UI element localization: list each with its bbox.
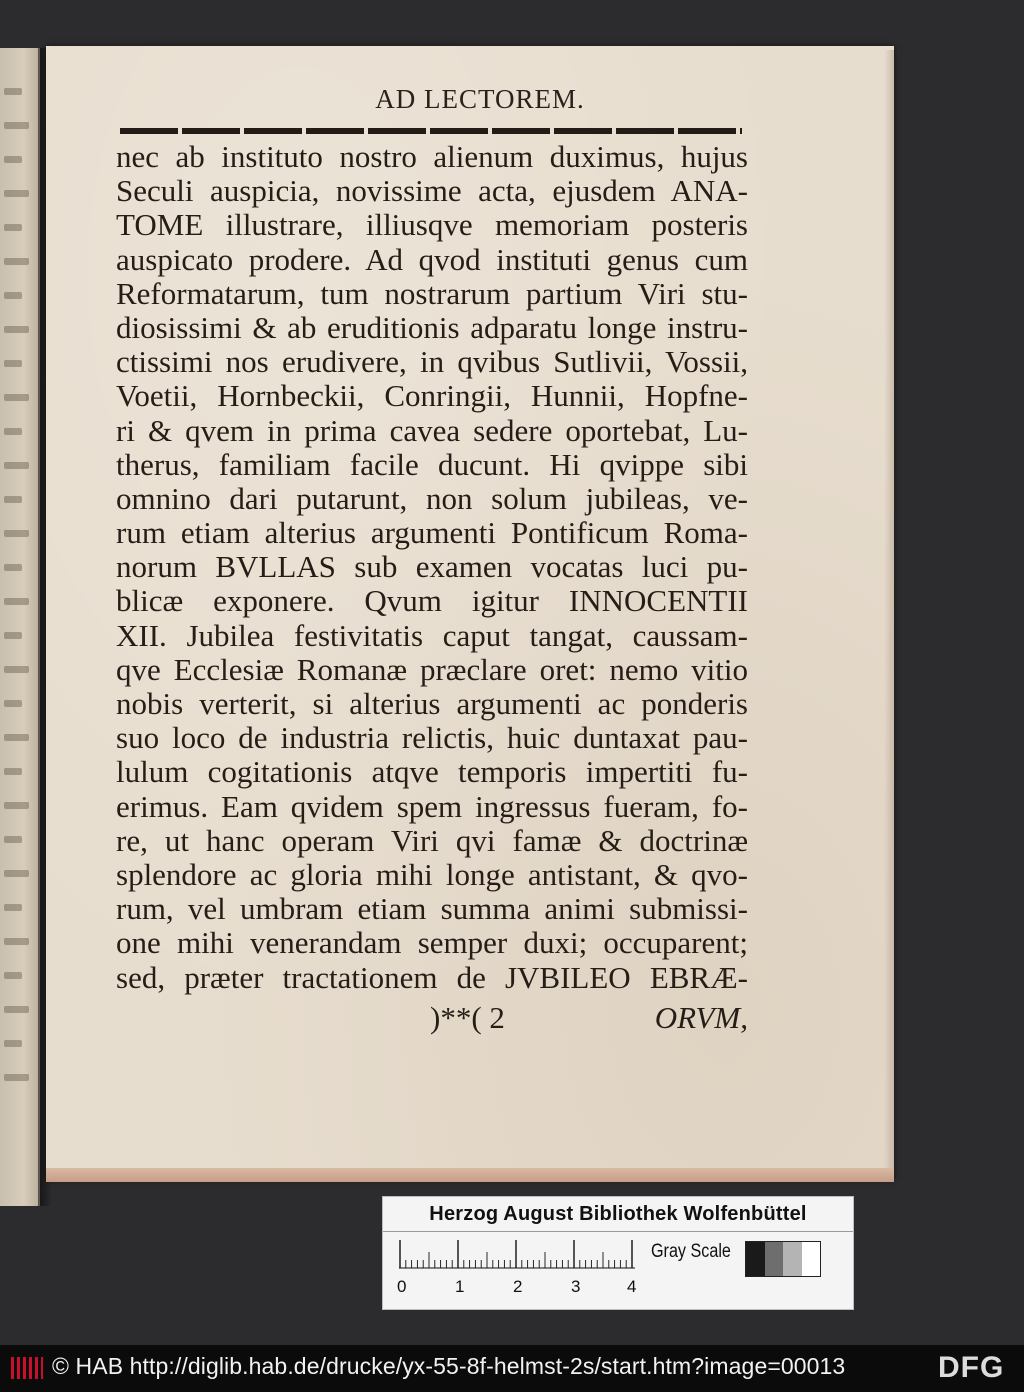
facing-page-text [4, 1074, 29, 1081]
text-line: TOME illustrare, illiusqve memoriam posteris [116, 208, 748, 243]
facing-page-text [4, 190, 29, 197]
dfg-logo: DFG [938, 1351, 1005, 1384]
gray-swatch [746, 1242, 765, 1276]
facing-page-text [4, 1006, 29, 1013]
gray-scale-swatches [745, 1241, 821, 1277]
facing-page-text [4, 360, 22, 367]
text-line: qve Ecclesiæ Romanæ præclare oret: nemo vitio [116, 652, 748, 687]
facing-page-edge [0, 48, 40, 1206]
text-line: XII. Jubilea festivitatis caput tangat, caussam- [116, 618, 748, 653]
hab-logo-icon [10, 1355, 44, 1381]
gray-scale-label: Gray Scale [651, 1241, 731, 1262]
text-line: therus, familiam facile ducunt. Hi qvippe sibi [116, 447, 748, 482]
text-line: ctissimi nos erudivere, in qvibus Sutlivii, Vossii, [116, 345, 748, 380]
text-line: Voetii, Hornbeckii, Conringii, Hunnii, Hopfne- [116, 379, 748, 414]
ruler-number: 3 [571, 1277, 581, 1296]
text-line: splendore ac gloria mihi longe antistant, & qvo- [116, 857, 748, 892]
ruler-number: 0 [397, 1277, 407, 1296]
facing-page-text [4, 972, 22, 979]
footer-bar [0, 1345, 1024, 1392]
facing-page-text [4, 632, 22, 639]
text-line: omnino dari putarunt, non solum jubileas, ve- [116, 481, 748, 516]
facing-page-text [4, 394, 29, 401]
facing-page-text [4, 88, 22, 95]
text-line: nec ab instituto nostro alienum duximus, hujus [116, 140, 748, 174]
gray-swatch [802, 1242, 821, 1276]
facing-page-text [4, 224, 22, 231]
text-line: Seculi auspicia, novissime acta, ejusdem ANA- [116, 174, 748, 209]
catchword: ORVM, [654, 1000, 748, 1035]
gray-swatch [783, 1242, 802, 1276]
facing-page-text [4, 870, 29, 877]
facing-page-text [4, 598, 29, 605]
text-line: erimus. Eam qvidem spem ingressus fueram, fo- [116, 789, 748, 824]
ruler-number: 1 [455, 1277, 465, 1296]
facing-page-text [4, 428, 22, 435]
card-divider [383, 1231, 853, 1232]
text-line: blicæ exponere. Qvum igitur INNOCENTII [116, 584, 748, 619]
facing-page-text [4, 462, 29, 469]
text-line: lulum cogitationis atqve temporis impertiti fu- [116, 755, 748, 790]
ruler-number: 4 [627, 1277, 637, 1296]
facing-page-text [4, 258, 29, 265]
text-line: suo loco de industria relictis, huic duntaxat pau- [116, 721, 748, 756]
library-name: Herzog August Bibliothek Wolfenbüttel [429, 1203, 807, 1225]
facing-page-text [4, 1040, 22, 1047]
text-line: one mihi venerandam semper duxi; occuparent; [116, 926, 748, 961]
facing-page-text [4, 292, 22, 299]
page-footer-row [116, 1000, 748, 1036]
text-line: Reformatarum, tum nostrarum partium Viri stu- [116, 276, 748, 311]
facing-page-text [4, 326, 29, 333]
text-line: norum BVLLAS sub examen vocatas luci pu- [116, 550, 748, 585]
facing-page-text [4, 156, 22, 163]
facing-page-text [4, 700, 22, 707]
copyright-url[interactable]: © HAB http://diglib.hab.de/drucke/yx-55-8f-helmst-2s/start.htm?image=00013 [52, 1353, 846, 1379]
facing-page-text [4, 938, 29, 945]
gray-swatch [765, 1242, 784, 1276]
facing-page-text [4, 496, 22, 503]
text-line: re, ut hanc operam Viri qvi famæ & doctrinæ [116, 823, 748, 858]
ruler-number: 2 [513, 1277, 523, 1296]
signature-mark: )**( 2 [430, 1000, 505, 1035]
facing-page-text [4, 734, 29, 741]
facing-page-text [4, 802, 29, 809]
text-line: rum etiam alterius argumenti Pontificum Roma- [116, 516, 748, 551]
running-header: AD LECTOREM. [375, 84, 585, 114]
page-edge-shadow [884, 50, 894, 1180]
text-line: auspicato prodere. Ad qvod instituti genus cum [116, 242, 748, 277]
text-line: rum, vel umbram etiam summa animi submissi- [116, 892, 748, 927]
centimeter-ruler [399, 1239, 639, 1269]
facing-page-text [4, 904, 22, 911]
text-line: ri & qvem in prima cavea sedere oportebat, Lu- [116, 413, 748, 448]
facing-page-text [4, 564, 22, 571]
header-rule [120, 128, 742, 134]
page-body-text [116, 140, 748, 995]
text-line: sed, præter tractationem de JVBILEO EBRÆ- [116, 960, 748, 995]
facing-page-text [4, 530, 29, 537]
facing-page-text [4, 122, 29, 129]
text-line: nobis verterit, si alterius argumenti ac ponderis [116, 687, 748, 721]
color-scale-card [382, 1196, 854, 1310]
page-bottom-edge [46, 1168, 894, 1182]
facing-page-text [4, 666, 29, 673]
facing-page-text [4, 836, 22, 843]
facing-page-text [4, 768, 22, 775]
text-line: diosissimi & ab eruditionis adparatu longe instru- [116, 310, 748, 345]
